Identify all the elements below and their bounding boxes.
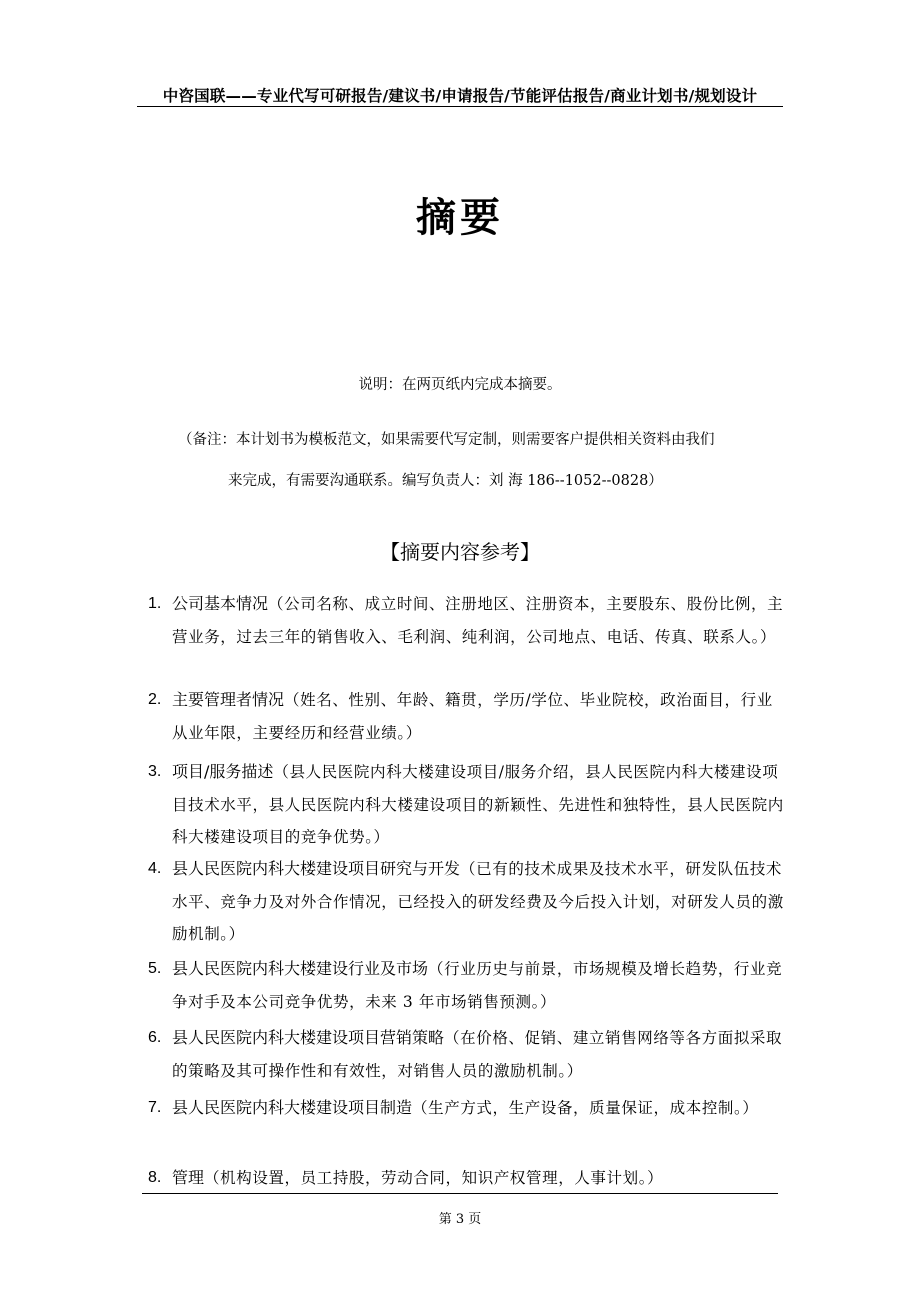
list-item [148, 853, 788, 951]
item-description: （姓名、性别、年龄、籍贯，学历/学位、毕业院校，政治面目，行业从业年限，主要经历和经营业绩。） [172, 691, 773, 742]
item-heading: 主要管理者情况 [172, 690, 285, 709]
item-description: （行业历史与前景，市场规模及增长趋势，行业竞争对手及本公司竞争优势，未来 3 年市场销售预测。） [172, 960, 783, 1011]
item-number: 3. [148, 763, 162, 780]
item-description: （县人民医院内科大楼建设项目/服务介绍，县人民医院内科大楼建设项目技术水平，县人民医院内科大楼建设项目的新颖性、先进性和独特性，县人民医院内科大楼建设项目的竞争优势。） [172, 763, 784, 846]
page-number: 第 3 页 [438, 1212, 482, 1227]
item-heading: 县人民医院内科大楼建设项目制造 [172, 1098, 413, 1117]
list-item [148, 953, 788, 1018]
item-number: 6. [148, 1029, 162, 1046]
list-item [148, 756, 788, 854]
item-number: 8. [148, 1169, 162, 1186]
item-description: （机构设置，员工持股，劳动合同，知识产权管理，人事计划。） [204, 1169, 664, 1187]
list-item [148, 1022, 788, 1087]
item-number: 2. [148, 691, 162, 708]
remark-line-1: （备注：本计划书为模板范文，如果需要代写定制，则需要客户提供相关资料由我们 [178, 432, 715, 448]
item-number: 5. [148, 960, 162, 977]
page-title: 摘要 [416, 194, 504, 241]
item-number: 7. [148, 1099, 162, 1116]
list-item [148, 1162, 788, 1195]
document-header: 中咨国联——专业代写可研报告/建议书/申请报告/节能评估报告/商业计划书/规划设计 [162, 87, 758, 105]
item-number: 4. [148, 860, 162, 877]
item-heading: 项目/服务描述 [172, 762, 274, 781]
item-heading: 县人民医院内科大楼建设行业及市场 [172, 959, 429, 978]
list-item [148, 684, 788, 749]
list-item [148, 1092, 788, 1125]
item-description: （公司名称、成立时间、注册地区、注册资本，主要股东、股份比例，主营业务，过去三年的销售收入、毛利润、纯利润，公司地点、电话、传真、联系人。） [172, 595, 784, 646]
footer-divider [142, 1193, 778, 1194]
item-heading: 县人民医院内科大楼建设项目研究与开发 [172, 859, 461, 878]
remark-line-2: 来完成，有需要沟通联系。编写负责人：刘 海 186--1052--0828） [228, 473, 663, 489]
item-heading: 县人民医院内科大楼建设项目营销策略 [172, 1028, 445, 1047]
item-description: （已有的技术成果及技术水平，研发队伍技术水平、竞争力及对外合作情况，已经投入的研发经费及今后投入计划，对研发人员的激励机制。） [172, 860, 784, 943]
list-item [148, 588, 788, 653]
item-description: （在价格、促销、建立销售网络等各方面拟采取的策略及其可操作性和有效性，对销售人员的激励机制。） [172, 1029, 783, 1080]
header-divider [137, 106, 783, 107]
item-description: （生产方式，生产设备，质量保证，成本控制。） [412, 1099, 759, 1117]
item-heading: 公司基本情况 [172, 594, 269, 613]
reference-section-title: 【摘要内容参考】 [380, 540, 540, 564]
item-heading: 管理 [172, 1168, 205, 1187]
item-number: 1. [148, 595, 162, 612]
instruction-note: 说明：在两页纸内完成本摘要。 [358, 377, 562, 393]
